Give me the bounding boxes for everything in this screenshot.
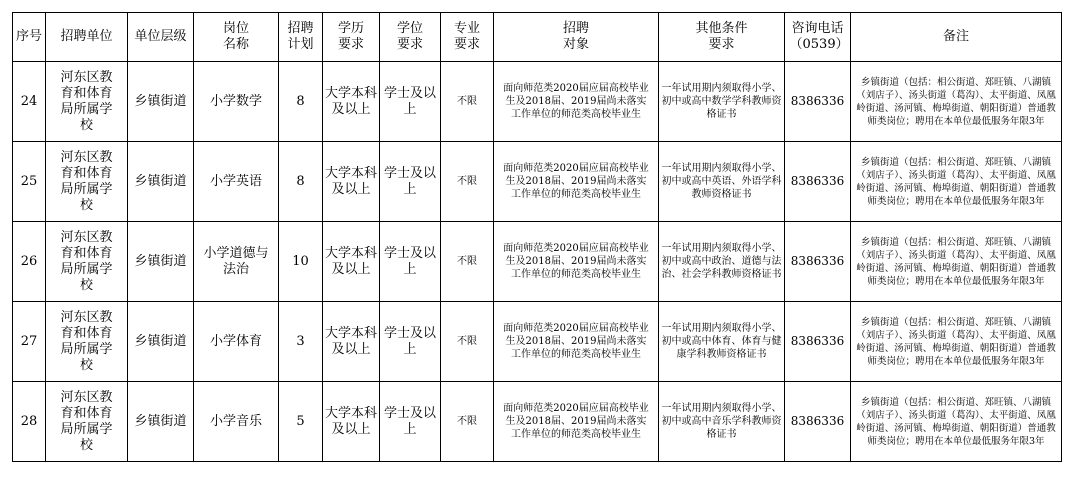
cell-education-text: 大学本科及以上	[325, 325, 378, 357]
header-position: 岗位名称	[194, 13, 279, 62]
cell-level	[128, 62, 194, 142]
cell-major	[441, 142, 494, 222]
cell-degree	[380, 222, 441, 302]
cell-remarks-text: 乡镇街道（包括：相公街道、郑旺镇、八湖镇（刘店子）、汤头街道（葛沟）、太平街道、凤凰岭街道、汤河镇、梅埠街道、朝阳街道）普通教师类岗位；聘用在本单位最低服务年限3年	[856, 156, 1056, 207]
cell-major	[441, 382, 494, 462]
cell-education	[323, 302, 380, 382]
cell-phone-text: 8386336	[790, 174, 845, 188]
cell-degree	[380, 382, 441, 462]
table-row	[13, 142, 1062, 222]
cell-level	[128, 142, 194, 222]
cell-other	[659, 302, 785, 382]
cell-unit-text: 河东区教育和体育局所属学校	[60, 389, 113, 453]
cell-plan	[279, 302, 323, 382]
cell-degree-text: 学士及以上	[384, 325, 437, 357]
table-row	[13, 382, 1062, 462]
cell-level-text: 乡镇街道	[134, 93, 187, 109]
cell-major-text: 不限	[457, 176, 477, 187]
cell-position-text: 小学数学	[209, 93, 262, 109]
cell-target	[494, 382, 659, 462]
cell-position	[194, 222, 279, 302]
cell-target-text: 面向师范类2020届应届高校毕业生及2018届、2019届尚未落实工作单位的师范类高校毕业生	[503, 163, 649, 200]
cell-remarks-text: 乡镇街道（包括：相公街道、郑旺镇、八湖镇（刘店子）、汤头街道（葛沟）、太平街道、凤凰岭街道、汤河镇、梅埠街道、朝阳街道）普通教师类岗位；聘用在本单位最低服务年限3年	[856, 316, 1056, 367]
cell-seq	[13, 222, 46, 302]
header-plan: 招聘计划	[279, 13, 323, 62]
cell-position	[194, 302, 279, 382]
cell-phone-text: 8386336	[790, 254, 845, 268]
header-row	[13, 13, 1062, 62]
cell-other	[659, 142, 785, 222]
cell-major-text: 不限	[457, 416, 477, 427]
header-major: 专业要求	[441, 13, 494, 62]
header-level: 单位层级	[128, 13, 194, 62]
cell-education-text: 大学本科及以上	[325, 405, 378, 437]
cell-level-text: 乡镇街道	[134, 413, 187, 429]
cell-target-text: 面向师范类2020届应届高校毕业生及2018届、2019届尚未落实工作单位的师范类高校毕业生	[503, 403, 649, 440]
cell-other	[659, 382, 785, 462]
cell-phone-text: 8386336	[790, 94, 845, 108]
cell-target-text: 面向师范类2020届应届高校毕业生及2018届、2019届尚未落实工作单位的师范类高校毕业生	[503, 323, 649, 360]
cell-phone	[785, 382, 851, 462]
cell-major-text: 不限	[457, 256, 477, 267]
cell-position-text: 小学英语	[209, 173, 262, 189]
table-row	[13, 62, 1062, 142]
table-row	[13, 222, 1062, 302]
cell-other-text: 一年试用期内须取得小学、初中或高中数学学科教师资格证书	[661, 83, 782, 120]
cell-phone-text: 8386336	[790, 334, 845, 348]
cell-degree-text: 学士及以上	[384, 165, 437, 197]
cell-level	[128, 302, 194, 382]
cell-education	[323, 142, 380, 222]
header-education: 学历要求	[323, 13, 380, 62]
cell-plan	[279, 62, 323, 142]
cell-plan-text: 8	[296, 93, 305, 109]
cell-unit-text: 河东区教育和体育局所属学校	[60, 69, 113, 133]
cell-plan	[279, 222, 323, 302]
cell-remarks-text: 乡镇街道（包括：相公街道、郑旺镇、八湖镇（刘店子）、汤头街道（葛沟）、太平街道、凤凰岭街道、汤河镇、梅埠街道、朝阳街道）普通教师类岗位；聘用在本单位最低服务年限3年	[856, 396, 1056, 447]
cell-seq	[13, 142, 46, 222]
cell-level-text: 乡镇街道	[134, 333, 187, 349]
cell-major	[441, 222, 494, 302]
cell-target-text: 面向师范类2020届应届高校毕业生及2018届、2019届尚未落实工作单位的师范类高校毕业生	[503, 243, 649, 280]
cell-unit	[46, 142, 128, 222]
cell-unit	[46, 302, 128, 382]
cell-plan	[279, 382, 323, 462]
cell-position-text: 小学道德与法治	[203, 245, 269, 277]
cell-seq	[13, 382, 46, 462]
cell-target	[494, 62, 659, 142]
header-unit: 招聘单位	[46, 13, 128, 62]
header-remarks: 备注	[851, 13, 1062, 62]
cell-unit-text: 河东区教育和体育局所属学校	[60, 229, 113, 293]
cell-remarks	[851, 382, 1062, 462]
cell-degree-text: 学士及以上	[384, 85, 437, 117]
cell-phone	[785, 222, 851, 302]
cell-other-text: 一年试用期内须取得小学、初中或高中音乐学科教师资格证书	[661, 403, 782, 440]
cell-education	[323, 62, 380, 142]
cell-unit	[46, 222, 128, 302]
cell-other-text: 一年试用期内须取得小学、初中或高中政治、道德与法治、社会学科教师资格证书	[661, 243, 782, 280]
cell-plan	[279, 142, 323, 222]
cell-education-text: 大学本科及以上	[325, 85, 378, 117]
cell-seq	[13, 302, 46, 382]
cell-degree-text: 学士及以上	[384, 405, 437, 437]
cell-unit	[46, 62, 128, 142]
cell-position-text: 小学音乐	[209, 413, 262, 429]
cell-remarks	[851, 62, 1062, 142]
cell-other-text: 一年试用期内须取得小学、初中或高中英语、外语学科教师资格证书	[661, 163, 782, 200]
cell-remarks	[851, 142, 1062, 222]
header-phone: 咨询电话（0539）	[785, 13, 851, 62]
cell-major-text: 不限	[457, 336, 477, 347]
recruitment-table	[12, 12, 1062, 462]
cell-seq	[13, 62, 46, 142]
cell-level-text: 乡镇街道	[134, 253, 187, 269]
cell-plan-text: 5	[296, 413, 305, 429]
cell-seq-text: 26	[20, 253, 38, 269]
cell-other	[659, 62, 785, 142]
cell-major-text: 不限	[457, 96, 477, 107]
cell-position	[194, 382, 279, 462]
cell-degree-text: 学士及以上	[384, 245, 437, 277]
cell-seq-text: 28	[20, 413, 38, 429]
cell-major	[441, 302, 494, 382]
cell-phone	[785, 142, 851, 222]
cell-degree	[380, 62, 441, 142]
cell-target-text: 面向师范类2020届应届高校毕业生及2018届、2019届尚未落实工作单位的师范类高校毕业生	[503, 83, 649, 120]
cell-level-text: 乡镇街道	[134, 173, 187, 189]
cell-phone-text: 8386336	[790, 414, 845, 428]
cell-other-text: 一年试用期内须取得小学、初中或高中体育、体育与健康学科教师资格证书	[661, 323, 782, 360]
cell-target	[494, 302, 659, 382]
header-target: 招聘对象	[494, 13, 659, 62]
header-degree: 学位要求	[380, 13, 441, 62]
cell-position	[194, 142, 279, 222]
header-seq: 序号	[13, 13, 46, 62]
cell-education	[323, 222, 380, 302]
cell-major	[441, 62, 494, 142]
cell-seq-text: 25	[20, 173, 38, 189]
cell-unit	[46, 382, 128, 462]
cell-remarks-text: 乡镇街道（包括：相公街道、郑旺镇、八湖镇（刘店子）、汤头街道（葛沟）、太平街道、凤凰岭街道、汤河镇、梅埠街道、朝阳街道）普通教师类岗位；聘用在本单位最低服务年限3年	[856, 236, 1056, 287]
cell-target	[494, 142, 659, 222]
cell-unit-text: 河东区教育和体育局所属学校	[60, 309, 113, 373]
cell-seq-text: 24	[20, 93, 38, 109]
cell-phone	[785, 62, 851, 142]
cell-remarks	[851, 222, 1062, 302]
cell-other	[659, 222, 785, 302]
cell-plan-text: 3	[296, 333, 305, 349]
cell-level	[128, 382, 194, 462]
cell-unit-text: 河东区教育和体育局所属学校	[60, 149, 113, 213]
cell-remarks	[851, 302, 1062, 382]
cell-remarks-text: 乡镇街道（包括：相公街道、郑旺镇、八湖镇（刘店子）、汤头街道（葛沟）、太平街道、凤凰岭街道、汤河镇、梅埠街道、朝阳街道）普通教师类岗位；聘用在本单位最低服务年限3年	[856, 76, 1056, 127]
cell-target	[494, 222, 659, 302]
cell-position-text: 小学体育	[209, 333, 262, 349]
cell-seq-text: 27	[20, 333, 38, 349]
cell-education	[323, 382, 380, 462]
cell-degree	[380, 142, 441, 222]
cell-degree	[380, 302, 441, 382]
cell-phone	[785, 302, 851, 382]
cell-education-text: 大学本科及以上	[325, 245, 378, 277]
cell-level	[128, 222, 194, 302]
header-other: 其他条件要求	[659, 13, 785, 62]
cell-education-text: 大学本科及以上	[325, 165, 378, 197]
cell-position	[194, 62, 279, 142]
cell-plan-text: 8	[296, 173, 305, 189]
table-row	[13, 302, 1062, 382]
cell-plan-text: 10	[292, 253, 309, 269]
